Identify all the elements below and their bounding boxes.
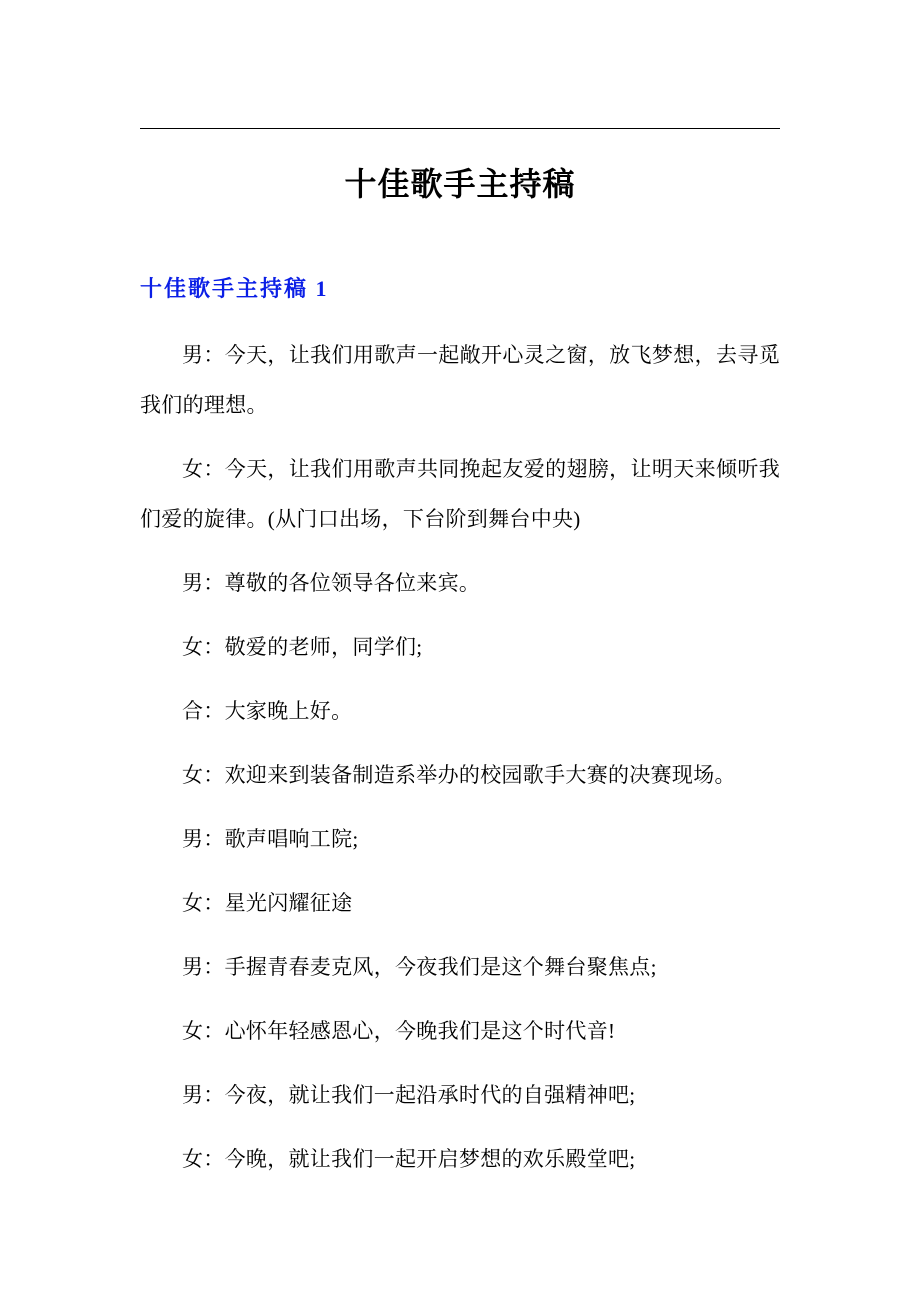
paragraph: 男：歌声唱响工院; [182, 827, 359, 851]
paragraph: 女：星光闪耀征途 [182, 891, 353, 915]
header-rule [140, 128, 780, 129]
paragraph: 女：心怀年轻感恩心，今晚我们是这个时代音! [182, 1019, 616, 1043]
paragraph: 男：今天，让我们用歌声一起敞开心灵之窗，放飞梦想，去寻觅我们的理想。 [140, 343, 780, 417]
paragraph: 男：今夜，就让我们一起沿承时代的自强精神吧; [182, 1083, 636, 1107]
paragraph: 合：大家晚上好。 [182, 699, 353, 723]
paragraph: 女：今晚，就让我们一起开启梦想的欢乐殿堂吧; [182, 1147, 636, 1171]
paragraph: 女：敬爱的老师，同学们; [182, 635, 423, 659]
paragraph: 男：手握青春麦克风，今夜我们是这个舞台聚焦点; [182, 955, 657, 979]
paragraph: 女：今天，让我们用歌声共同挽起友爱的翅膀，让明天来倾听我们爱的旋律。(从门口出场，下台阶到舞台中央) [140, 457, 780, 531]
document-body [140, 330, 780, 1198]
section-heading: 十佳歌手主持稿 1 [140, 276, 329, 301]
paragraph: 女：欢迎来到装备制造系举办的校园歌手大赛的决赛现场。 [182, 763, 736, 787]
document-title: 十佳歌手主持稿 [344, 166, 576, 202]
paragraph: 男：尊敬的各位领导各位来宾。 [182, 571, 481, 595]
